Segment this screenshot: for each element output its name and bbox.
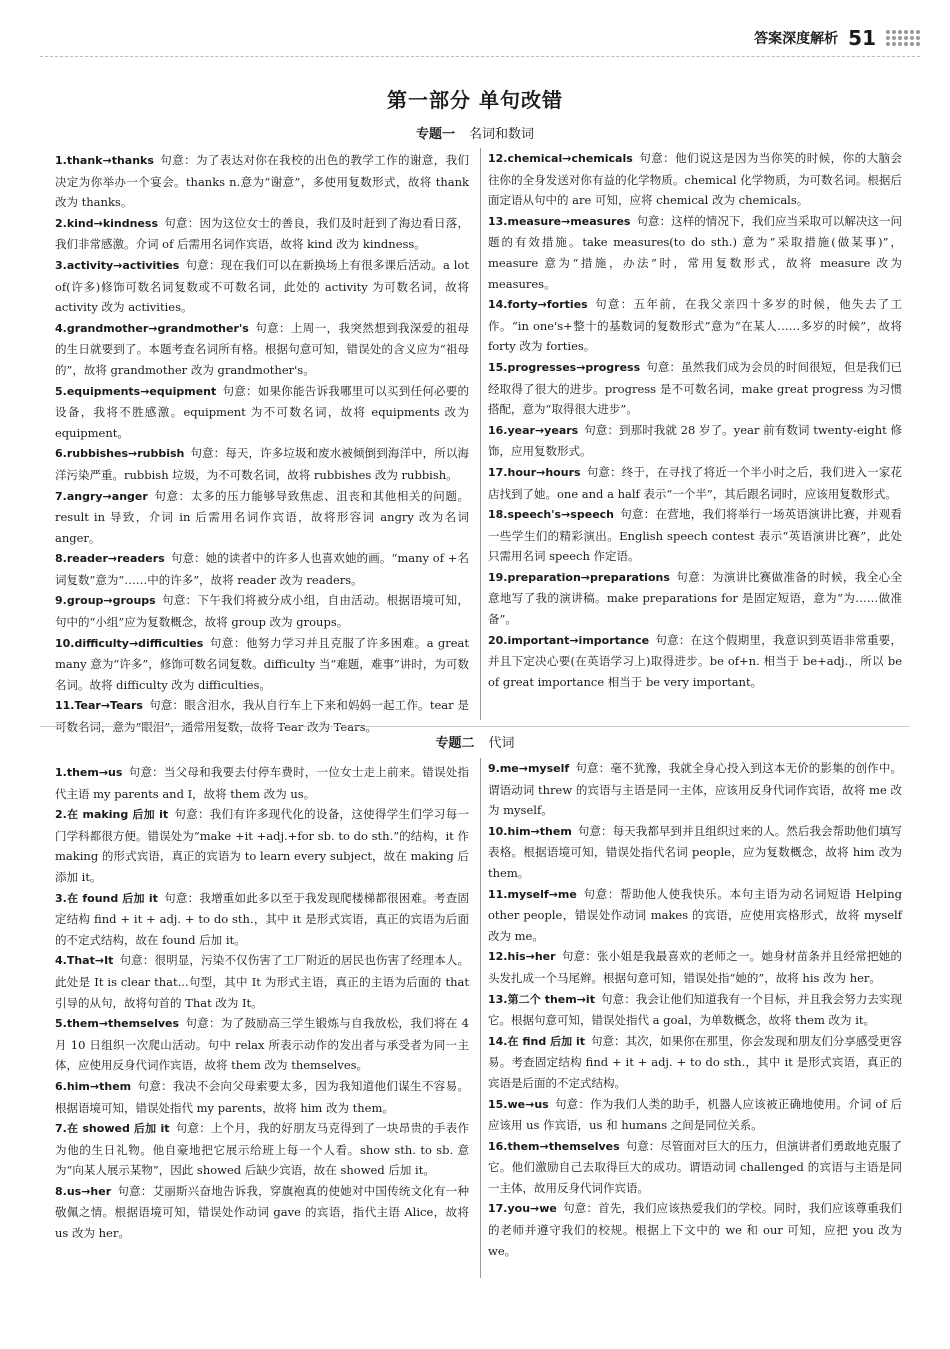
answer-item <box>55 590 469 632</box>
answer-key: 1.them→us <box>55 766 123 779</box>
answer-item <box>55 633 469 696</box>
answer-item <box>488 211 902 294</box>
answer-key: 13.measure→measures <box>488 214 631 228</box>
answer-explanation: 句意：他们说这是因为当你笑的时候，你的大脑会往你的全身发送对你有益的化学物质。chemical 化学物质，为可数名词。根据后面定语从句中的 are 可知，应将 chemical 改为 chemicals。 <box>488 151 902 208</box>
answer-item <box>488 946 902 988</box>
answer-explanation: 句意：首先，我们应该热爱我们的学校。同时，我们应该尊重我们的老师并遵守我们的校规。根据上下文中的 we 和 our 可知，应把 you 改为 we。 <box>488 1201 902 1258</box>
answer-key: 12.his→her <box>488 950 556 964</box>
topic-label: 专题一 <box>415 127 455 142</box>
answer-explanation: 句意：如果你能告诉我哪里可以买到任何必要的设备，我将不胜感激。equipment 为不可数名词，故将 equipments 改为 equipment。 <box>55 383 469 440</box>
answer-item <box>55 548 469 590</box>
answer-item <box>488 462 902 504</box>
answer-explanation: 句意：为演讲比赛做准备的时候，我全心全意地写了我的演讲稿。make preparations for 是固定短语，意为“为……做准备”。 <box>488 569 902 627</box>
answer-item <box>55 443 469 485</box>
answer-key: 16.year→years <box>488 423 579 437</box>
answer-item <box>488 821 902 884</box>
answer-key: 19.preparation→preparations <box>488 570 670 584</box>
topic-heading-2 <box>0 732 950 751</box>
answer-explanation: 句意：张小姐是我最喜欢的老师之一。她身材苗条并且经常把她的头发扎成一个马尾辫。根据句意可知，错误处指“她的”，故将 his 改为 her。 <box>488 949 902 985</box>
answer-explanation: 句意：尽管面对巨大的压力，但演讲者们勇敢地克服了它。他们激励自己去取得巨大的成功。谓语动词 challenged 的宾语与主语是同一主体，故用反身代词作宾语。 <box>488 1138 902 1195</box>
answer-item <box>488 420 902 462</box>
answer-key: 8.us→her <box>55 1184 112 1198</box>
answer-key: 14.forty→forties <box>488 298 588 312</box>
answer-item <box>55 1013 469 1076</box>
answer-item <box>55 950 469 1013</box>
answer-key: 10.difficulty→difficulties <box>55 636 204 650</box>
answer-key: 12.chemical→chemicals <box>488 152 633 165</box>
answer-key: 20.important→importance <box>488 633 650 647</box>
answer-explanation: 句意：我决不会向父母索要太多，因为我知道他们谋生不容易。根据语境可知，错误处指代 my parents，故将 him 改为 them。 <box>55 1078 469 1115</box>
topic-title: 名词和数词 <box>469 127 535 142</box>
answer-key: 17.hour→hours <box>488 465 581 479</box>
page-header <box>754 26 920 50</box>
answer-key: 4.grandmother→grandmother's <box>55 321 249 335</box>
answer-explanation: 句意：现在我们可以在新换场上有很多课后活动。a lot of(许多)修饰可数名词复数或不可数名词，此处的 activity 为可数名词，故将 activity 改为 activities。 <box>55 257 469 315</box>
answer-item <box>488 989 902 1031</box>
answer-key: 15.we→us <box>488 1097 549 1111</box>
answer-key: 5.them→themselves <box>55 1017 180 1031</box>
answer-item <box>488 1136 902 1199</box>
page-number: 51 <box>848 26 876 50</box>
answer-explanation: 句意：在营地，我们将举行一场英语演讲比赛，并观看一些学生们的精彩演出。English speech contest 表示“英语演讲比赛”，此处只需用名词 speech 作定语。 <box>488 507 902 564</box>
answer-explanation: 句意：帮助他人使我快乐。本句主语为动名词短语 Helping other people，错误处作动词 makes 的宾语，应使用宾格形式，故将 myself 改为 me。 <box>488 886 902 943</box>
column-divider <box>480 148 481 720</box>
answer-key: 2.在 making 后加 it <box>55 808 169 822</box>
answer-item <box>55 1181 469 1244</box>
answer-key: 4.That→It <box>55 954 114 968</box>
answer-item <box>55 381 469 444</box>
answer-key: 6.him→them <box>55 1079 132 1093</box>
answer-item <box>488 630 902 693</box>
answer-explanation: 句意：太多的压力能够导致焦虑、沮丧和其他相关的问题。result in 导致，介词 in 后需用名词作宾语，故将形容词 angry 改为名词 anger。 <box>55 488 469 545</box>
answer-item <box>55 318 469 381</box>
answer-explanation: 句意：他努力学习并且克服了许多困难。a great many 意为“许多”，修饰可数名词复数。difficulty 当“难题，难事”讲时，为可数名词。故将 difficulty 改为 difficulties。 <box>55 635 469 692</box>
header-divider <box>40 56 920 57</box>
answer-explanation: 句意：眼含泪水，我从自行车上下来和妈妈一起工作。tear 是可数名词，意为“眼泪”，通常用复数，故将 Tear 改为 Tears。 <box>55 698 469 735</box>
answer-key: 3.activity→activities <box>55 258 180 272</box>
answer-key: 5.equipments→equipment <box>55 384 217 398</box>
answer-explanation: 句意：毫不犹豫，我就全身心投入到这本无价的影集的创作中。谓语动词 threw 的宾语与主语是同一主体，应该用反身代词作宾语，故将 me 改为 myself。 <box>488 761 902 818</box>
answer-explanation: 句意：上周一，我突然想到我深爱的祖母的生日就要到了。本题考查名词所有格。根据句意可知，错误处的含义应为“祖母的”，故将 grandmother 改为 grandmother's。 <box>55 320 469 377</box>
answer-explanation: 句意：我增重如此多以至于我发现爬楼梯都很困难。考查固定结构 find + it + adj. + to do sth.，其中 it 是形式宾语，真正的宾语为后面的不定式结构，故在 found 后加 it。 <box>55 890 470 947</box>
column-divider <box>480 758 481 1278</box>
answer-item <box>55 888 469 951</box>
answer-key: 8.reader→readers <box>55 552 165 566</box>
answer-key: 11.Tear→Tears <box>55 699 143 713</box>
answer-explanation: 句意：因为这位女士的善良，我们及时赶到了海边看日落，我们非常感激。介词 of 后需用名词作宾语，故将 kind 改为 kindness。 <box>55 215 469 252</box>
brand-label: 答案深度解析 <box>754 31 839 47</box>
answer-explanation: 句意：在这个假期里，我意识到英语非常重要，并且下定决心要(在英语学习上)取得进步。be of+n. 相当于 be+adj.，所以 be of great importance 相当于 be very important。 <box>488 632 902 689</box>
answer-explanation: 句意：每天我都早到并且组织过来的人。然后我会帮助他们填写表格。根据语境可知，错误处指代名词 people，应为复数概念，故将 him 改为 them。 <box>488 823 902 880</box>
answer-explanation: 句意：艾丽斯兴奋地告诉我，穿旗袍真的使她对中国传统文化有一种敬佩之情。根据语境可知，错误处作动词 gave 的宾语，指代主语 Alice，故将 us 改为 her。 <box>55 1183 469 1241</box>
topic-heading-1 <box>0 123 950 142</box>
answer-explanation: 句意：很明显，污染不仅伤害了工厂附近的居民也伤害了经理本人。此处是 It is clear that...句型，其中 It 为形式主语，真正的主语为后面的 that 引导的从句，故将句首的 That 改为 It。 <box>55 953 469 1010</box>
answer-item <box>55 804 469 887</box>
answer-item <box>55 762 469 804</box>
answer-item <box>488 148 902 211</box>
answer-key: 17.you→we <box>488 1202 557 1216</box>
answer-explanation: 句意：五年前，在我父亲四十多岁的时候，他失去了工作。“in one's+整十的基数词的复数形式”意为“在某人……多岁的时候”，故将 forty 改为 forties。 <box>488 297 902 354</box>
answer-explanation: 句意：这样的情况下，我们应当采取可以解决这一问题的有效措施。take measures(to do sth.) 意为“采取措施(做某事)”，measure 意为“措施，办法”时，常用复数形式，故将 measure 改为 measures。 <box>488 213 902 291</box>
answer-item <box>488 1031 902 1094</box>
section2-right-column <box>488 758 902 1261</box>
section1-left-column <box>55 150 469 738</box>
answer-key: 3.在 found 后加 it <box>55 891 158 905</box>
answer-item <box>488 884 902 947</box>
answer-explanation: 句意：为了表达对你在我校的出色的教学工作的谢意，我们决定为你举办一个宴会。thanks n.意为“谢意”，多使用复数形式，故将 thank 改为 thanks。 <box>55 153 469 210</box>
answer-explanation: 句意：我会让他们知道我有一个目标，并且我会努力去实现它。根据句意可知，错误处指代 a goal，为单数概念，故将 them 改为 it。 <box>488 991 902 1028</box>
topic-label: 专题二 <box>435 736 475 751</box>
answer-item <box>488 294 902 357</box>
answer-item <box>55 213 469 255</box>
answer-explanation: 句意：终于，在寻找了将近一个半小时之后，我们进入一家花店找到了她。one and a half 表示“一个半”，其后跟名词时，应该用复数形式。 <box>488 464 902 501</box>
answer-key: 1.thank→thanks <box>55 154 154 167</box>
answer-explanation: 句意：我们有许多现代化的设备，这使得学生们学习每一门学科都很方便。错误处为“make +it +adj.+for sb. to do sth.”的结构，it 作 making 的形式宾语，真正的宾语为 to learn every subject，故在 making 后添加 it。 <box>55 807 470 884</box>
answer-item <box>55 255 469 318</box>
answer-explanation: 句意：其次，如果你在那里，你会发现和朋友们分享感受更容易。考查固定结构 find + it + adj. + to do sth.，其中 it 是形式宾语，真正的宾语是后面的不定式结构。 <box>488 1033 902 1090</box>
answer-item <box>488 1198 902 1261</box>
section1-right-column <box>488 148 902 692</box>
answer-explanation: 句意：到那时我就 28 岁了。year 前有数词 twenty-eight 修饰，应用复数形式。 <box>488 422 902 459</box>
section-divider <box>40 726 910 727</box>
answer-key: 10.him→them <box>488 824 572 838</box>
answer-key: 7.angry→anger <box>55 489 148 503</box>
answer-key: 14.在 find 后加 it <box>488 1034 585 1048</box>
answer-explanation: 句意：下午我们将被分成小组，自由活动。根据语境可知，句中的“小组”应为复数概念，故将 group 改为 groups。 <box>55 593 469 630</box>
answer-item <box>488 504 902 567</box>
answer-explanation: 句意：每天，许多垃圾和废水被倾倒到海洋中，所以海洋污染严重。rubbish 垃圾，为不可数名词，故将 rubbishes 改为 rubbish。 <box>55 446 469 482</box>
answer-item <box>488 758 902 821</box>
answer-explanation: 句意：当父母和我要去付停车费时，一位女士走上前来。错误处指代主语 my parents and I，故将 them 改为 us。 <box>55 765 469 801</box>
answer-key: 9.group→groups <box>55 594 156 608</box>
answer-item <box>55 1118 469 1181</box>
answer-explanation: 句意：为了鼓励高三学生锻炼与自我放松，我们将在 4 月 10 日组织一次爬山活动。句中 relax 所表示动作的发出者与承受者为同一主体，应使用反身代词作宾语，故将 them 改为 themselves。 <box>55 1016 469 1073</box>
answer-item <box>55 486 469 549</box>
dot-grid-icon <box>886 30 920 46</box>
answer-key: 6.rubbishes→rubbish <box>55 447 185 461</box>
answer-explanation: 句意：作为我们人类的助手，机器人应该被正确地使用。介词 of 后应该用 us 作宾语，us 和 humans 之间是同位关系。 <box>488 1096 902 1133</box>
answer-key: 7.在 showed 后加 it <box>55 1122 170 1136</box>
part-title: 第一部分 单句改错 <box>387 88 563 112</box>
answer-item <box>55 150 469 213</box>
answer-key: 13.第二个 them→it <box>488 992 595 1006</box>
answer-key: 16.them→themselves <box>488 1139 620 1153</box>
answer-explanation: 句意：上个月，我的好朋友马克得到了一块昂贵的手表作为他的生日礼物。他自豪地把它展示给班上每一个人看。show sth. to sb. 意为“向某人展示某物”，因此 showed 后缺少宾语，故在 showed 后加 it。 <box>55 1121 469 1178</box>
answer-key: 9.me→myself <box>488 762 570 775</box>
answer-item <box>488 1094 902 1136</box>
section2-left-column <box>55 762 469 1244</box>
answer-explanation: 句意：虽然我们成为会员的时间很短，但是我们已经取得了很大的进步。progress 是不可数名词，make great progress 为习惯搭配，意为“取得很大进步”。 <box>488 359 902 417</box>
answer-item <box>55 1076 469 1118</box>
answer-key: 18.speech's→speech <box>488 508 615 522</box>
answer-explanation: 句意：她的读者中的许多人也喜欢她的画。“many of +名词复数”意为“……中的许多”，故将 reader 改为 readers。 <box>55 551 469 587</box>
topic-title: 代词 <box>488 736 515 751</box>
answer-key: 2.kind→kindness <box>55 216 159 230</box>
answer-item <box>488 357 902 420</box>
answer-item <box>488 567 902 630</box>
answer-key: 11.myself→me <box>488 887 577 901</box>
answer-key: 15.progresses→progress <box>488 360 641 374</box>
